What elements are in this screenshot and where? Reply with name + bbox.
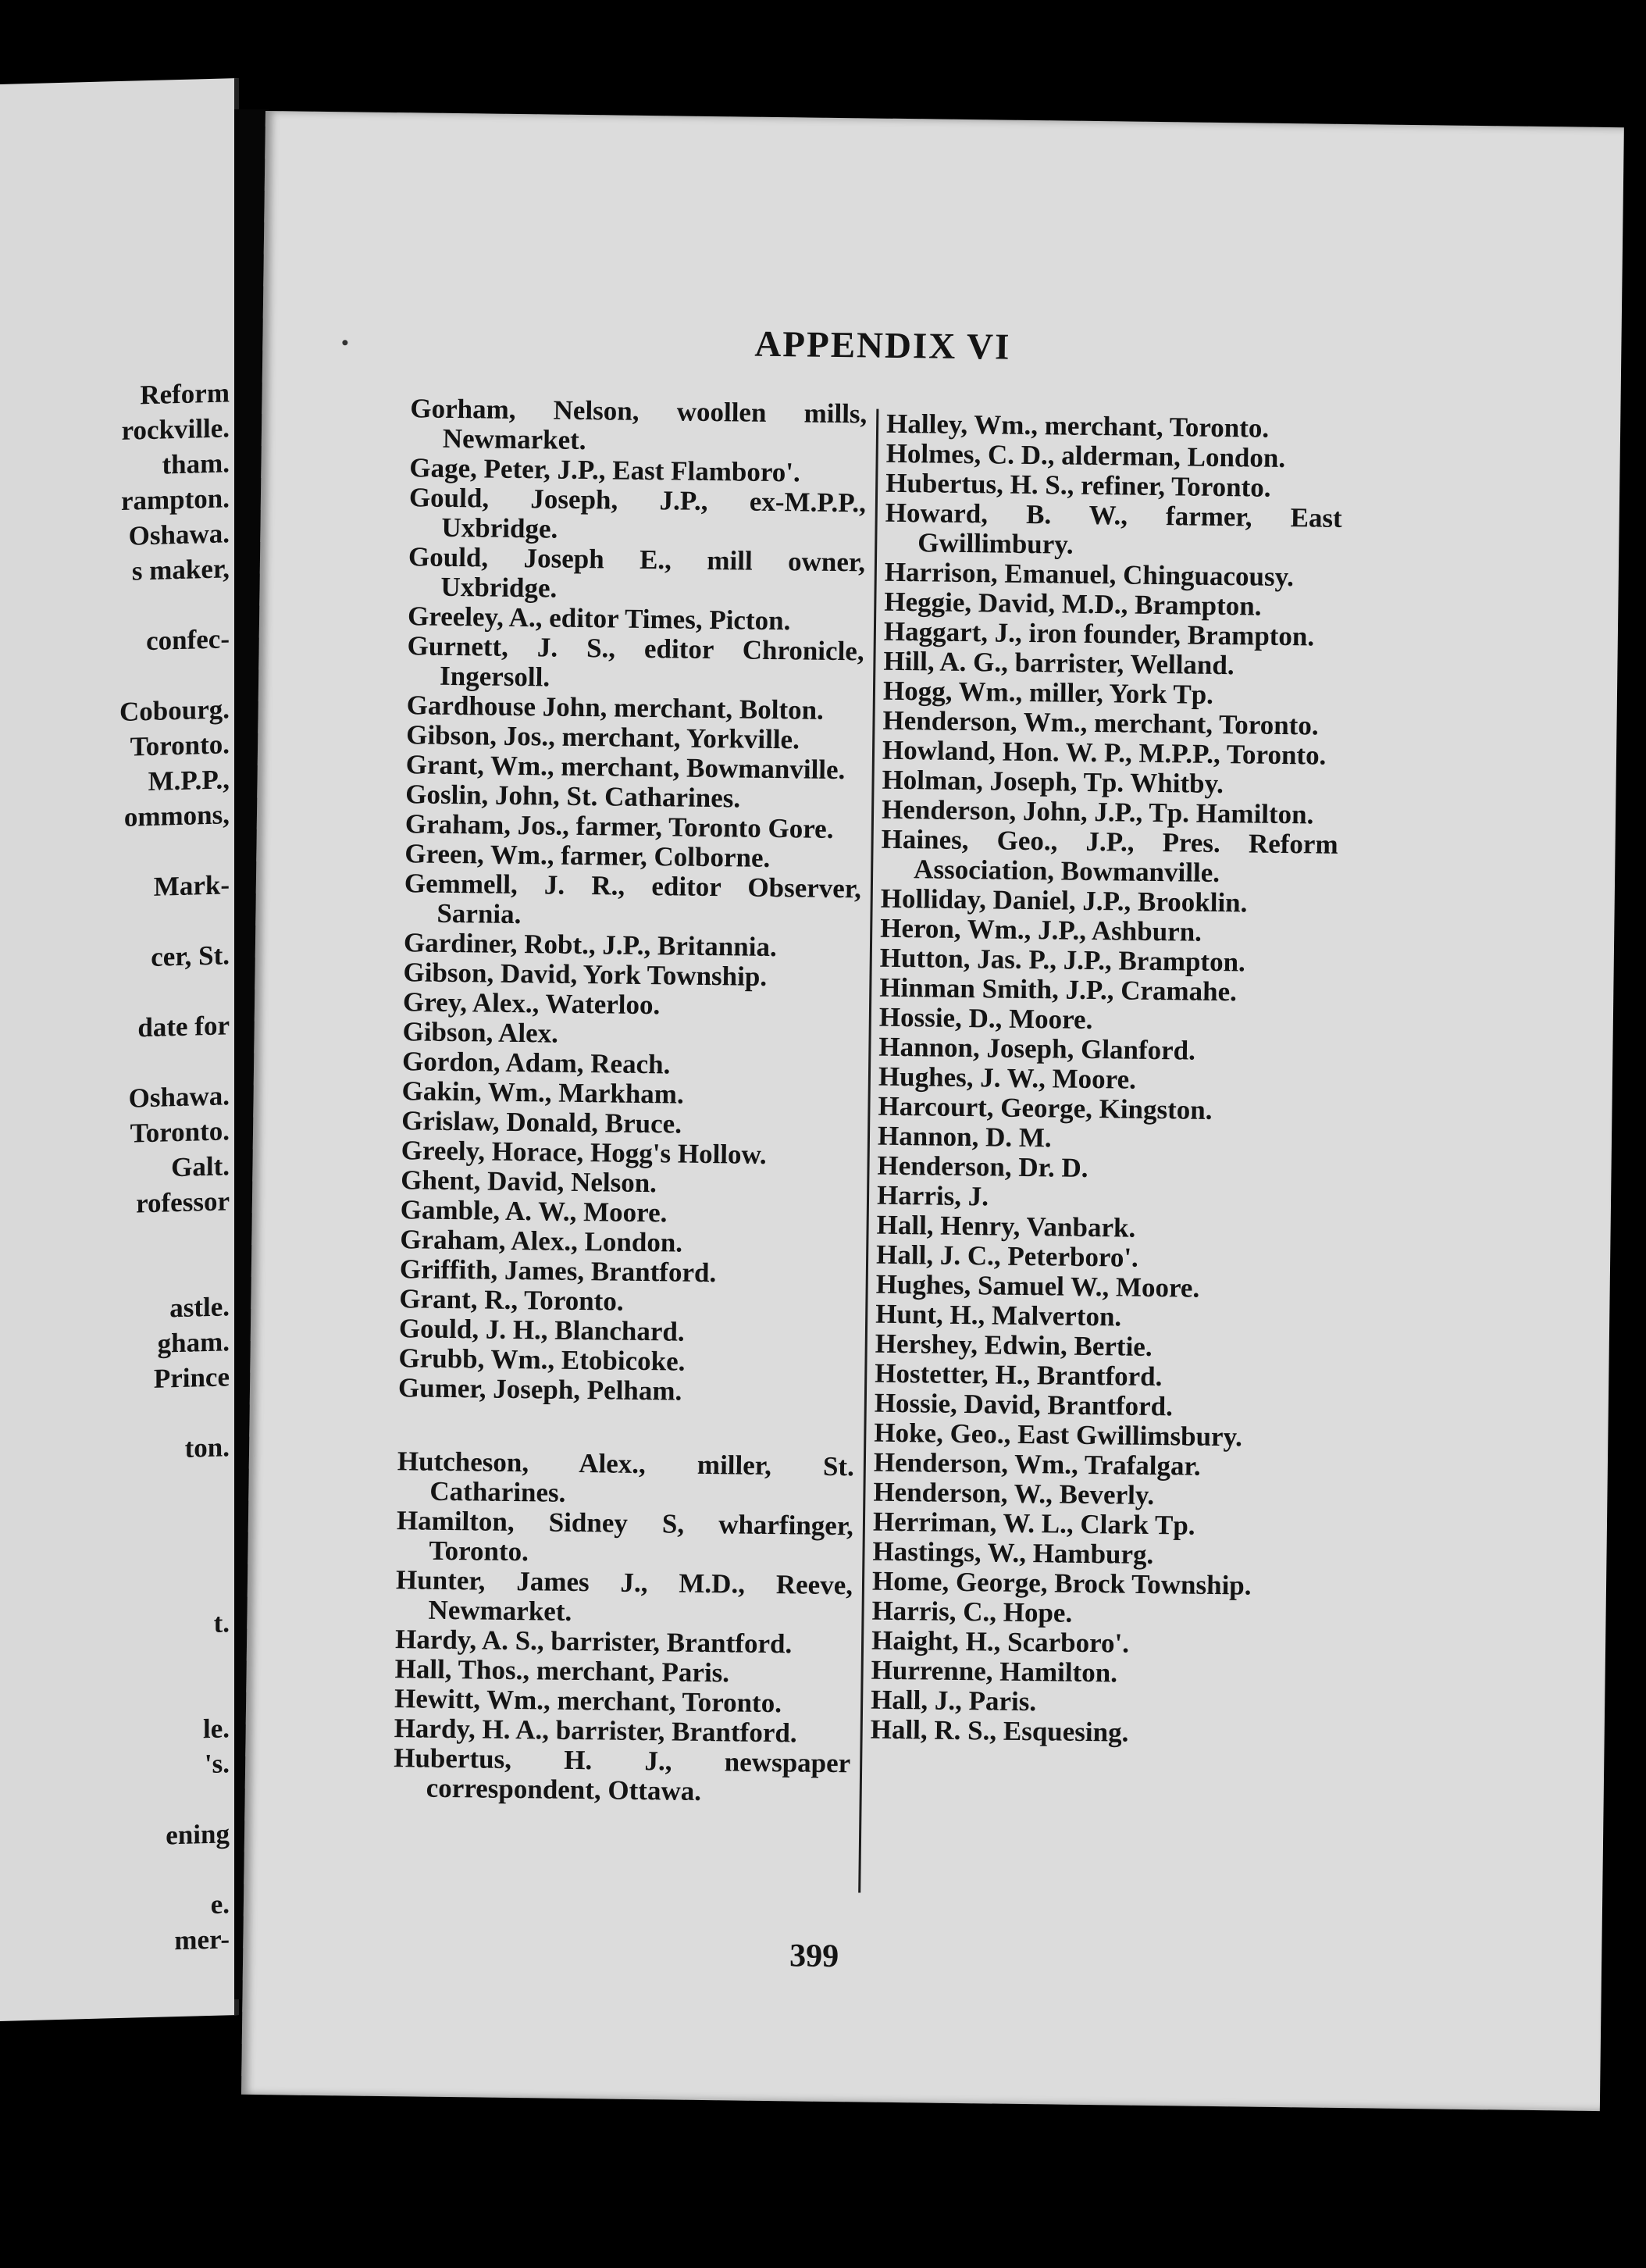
directory-entry: Hewitt, Wm., merchant, Toronto.: [394, 1683, 782, 1719]
left-page-line: rockville.: [121, 412, 230, 446]
left-page-line: tham.: [162, 448, 230, 480]
blank-line: [11, 1500, 230, 1540]
directory-entry: Hutton, Jas. P., J.P., Brampton.: [879, 942, 1246, 978]
blank-line: [11, 1253, 230, 1294]
blank-line: [11, 1640, 230, 1681]
left-page-line: Galt.: [171, 1150, 230, 1183]
blank-line: [11, 1218, 230, 1259]
directory-entry: Graham, Jos., farmer, Toronto Gore.: [404, 808, 834, 844]
directory-entry: Gibson, Alex.: [402, 1016, 559, 1049]
left-page-line: Toronto.: [130, 729, 230, 762]
directory-entry: Goslin, John, St. Catharines.: [405, 779, 741, 814]
blank-line: [11, 586, 230, 626]
directory-entry: Hall, J. C., Peterboro'.: [875, 1239, 1139, 1273]
directory-entry: Harris, J.: [876, 1179, 989, 1212]
directory-entry: Gamble, A. W., Moore.: [400, 1194, 668, 1228]
directory-entry: Harcourt, George, Kingston.: [878, 1090, 1213, 1125]
directory-entry: Gorham, Nelson, woollen mills, Newmarket.: [410, 393, 868, 456]
directory-entry: Hinman Smith, J.P., Cramahe.: [879, 972, 1238, 1007]
left-page-line: Cobourg.: [119, 694, 230, 728]
directory-entry: Hamilton, Sidney S, wharfinger, Toronto.: [396, 1505, 854, 1567]
blank-line: [11, 1464, 230, 1505]
blank-line: [11, 656, 230, 697]
page-title: APPENDIX VI: [754, 323, 1011, 368]
directory-entry: Gage, Peter, J.P., East Flamboro'.: [409, 452, 800, 488]
directory-entry: Holmes, C. D., alderman, London.: [885, 437, 1286, 473]
blank-line: [11, 1394, 230, 1435]
directory-entry: Hardy, H. A., barrister, Brantford.: [394, 1713, 797, 1749]
blank-line: [11, 1570, 230, 1610]
left-page-line: mer-: [174, 1924, 230, 1956]
directory-entry: Grubb, Wm., Etobicoke.: [398, 1343, 686, 1377]
left-page-line: Prince: [153, 1361, 230, 1394]
directory-entry: Graham, Alex., London.: [400, 1224, 683, 1258]
left-page-line: M.P.P.,: [148, 764, 230, 797]
directory-entry: Henderson, Wm., Trafalgar.: [873, 1446, 1201, 1482]
directory-entry: Harrison, Emanuel, Chinguacousy.: [884, 556, 1295, 593]
directory-entry: Hardy, A. S., barrister, Brantford.: [394, 1624, 793, 1660]
directory-entry: Heggie, David, M.D., Brampton.: [884, 586, 1262, 622]
directory-entry: Herriman, W. L., Clark Tp.: [872, 1506, 1195, 1541]
blank-line: [11, 1043, 230, 1083]
directory-entry: Grant, Wm., merchant, Bowmanville.: [405, 749, 846, 786]
directory-entry: Hall, Henry, Vanbark.: [876, 1209, 1136, 1243]
directory-entry: Gurnett, J. S., editor Chronicle, Ingersoll.: [407, 630, 864, 693]
directory-entry: Hutcheson, Alex., miller, St. Catharines.: [397, 1446, 855, 1508]
directory-entry: Henderson, W., Beverly.: [873, 1476, 1155, 1511]
left-page-line: Mark-: [153, 869, 230, 902]
directory-entry: Ghent, David, Nelson.: [401, 1164, 657, 1199]
directory-entry: Greeley, A., editor Times, Picton.: [407, 601, 791, 637]
main-page: [241, 111, 1624, 2111]
directory-entry: Henderson, Dr. D.: [877, 1150, 1088, 1183]
left-page-line: t.: [213, 1607, 230, 1639]
left-page-line: rampton.: [120, 483, 230, 516]
left-page-line: s maker,: [131, 553, 230, 587]
left-page-line: gham.: [157, 1326, 230, 1359]
directory-entry: Gardiner, Robt., J.P., Britannia.: [403, 927, 777, 963]
directory-entry: Holman, Joseph, Tp. Whitby.: [882, 764, 1224, 800]
directory-entry: Grant, R., Toronto.: [399, 1283, 624, 1317]
directory-entry: Holliday, Daniel, J.P., Brooklin.: [880, 883, 1248, 918]
directory-entry: Halley, Wm., merchant, Toronto.: [885, 408, 1270, 444]
left-page-line: ening: [166, 1818, 230, 1851]
directory-entry: Hall, J., Paris.: [870, 1684, 1037, 1717]
directory-entry: Hubertus, H. S., refiner, Toronto.: [885, 467, 1271, 503]
directory-entry: Hannon, Joseph, Glanford.: [878, 1031, 1196, 1066]
left-page-line: astle.: [169, 1291, 230, 1324]
directory-entry: Hughes, J. W., Moore.: [878, 1061, 1137, 1095]
directory-entry: Hughes, Samuel W., Moore.: [875, 1268, 1200, 1303]
left-page-line: Reform: [140, 377, 230, 411]
directory-entry: Gould, Joseph, J.P., ex-M.P.P., Uxbridge.: [408, 482, 867, 544]
directory-entry: Gemmell, J. R., editor Observer, Sarnia.: [404, 868, 862, 930]
blank-line: [11, 902, 230, 943]
directory-entry: Hill, A. G., barrister, Welland.: [883, 645, 1234, 681]
directory-entry: Home, George, Brock Township.: [871, 1565, 1252, 1601]
left-column-list: [394, 394, 868, 1808]
left-page-line: cer, St.: [151, 940, 230, 972]
directory-entry: Hostetter, H., Brantford.: [875, 1357, 1163, 1393]
directory-entry: Haggart, J., iron founder, Brampton.: [883, 615, 1315, 652]
directory-entry: Hall, Thos., merchant, Paris.: [394, 1653, 730, 1689]
directory-entry: Gould, J. H., Blanchard.: [398, 1313, 685, 1347]
directory-entry: Hogg, Wm., miller, York Tp.: [882, 675, 1214, 710]
directory-entry: Howland, Hon. W. P., M.P.P., Toronto.: [882, 734, 1327, 771]
left-page-line: date for: [137, 1010, 230, 1043]
left-page-line: e.: [210, 1888, 230, 1920]
directory-entry: Henderson, John, J.P., Tp. Hamilton.: [881, 793, 1314, 830]
directory-entry: Hannon, D. M.: [877, 1120, 1052, 1154]
left-page-line: Toronto.: [130, 1115, 230, 1149]
left-page-line: 's.: [204, 1748, 230, 1780]
directory-entry: Hossie, D., Moore.: [878, 1001, 1093, 1036]
directory-entry: Harris, C., Hope.: [871, 1595, 1073, 1628]
directory-entry: Haines, Geo., J.P., Pres. Reform Association, Bowmanville.: [881, 823, 1338, 889]
left-page-line: Oshawa.: [128, 518, 230, 551]
left-page-line: rofessor: [136, 1186, 230, 1219]
directory-entry: Hoke, Geo., East Gwillimsbury.: [874, 1417, 1243, 1453]
blank-line: [11, 1781, 230, 1821]
print-speck: [342, 340, 347, 345]
directory-entry: Hossie, David, Brantford.: [874, 1387, 1174, 1422]
left-page-line: confec-: [146, 623, 230, 657]
directory-entry: Gibson, Jos., merchant, Yorkville.: [406, 719, 800, 755]
directory-entry: Gakin, Wm., Markham.: [401, 1075, 684, 1110]
directory-entry: Grislaw, Donald, Bruce.: [401, 1105, 682, 1139]
directory-entry: Hall, R. S., Esquesing.: [870, 1713, 1129, 1748]
directory-entry: Haight, H., Scarboro'.: [871, 1624, 1130, 1659]
directory-entry: Hurrenne, Hamilton.: [871, 1654, 1118, 1689]
directory-entry: Howard, B. W., farmer, East Gwillimbury.: [885, 497, 1342, 560]
left-facing-page: [0, 78, 239, 2021]
directory-entry: Griffith, James, Brantford.: [399, 1253, 717, 1289]
directory-entry: Hastings, W., Hamburg.: [872, 1535, 1154, 1571]
directory-entry: Hubertus, H. J., newspaper correspondent, Ottawa.: [394, 1742, 851, 1806]
blank-line: [397, 1403, 855, 1452]
directory-entry: Henderson, Wm., merchant, Toronto.: [882, 704, 1319, 741]
directory-entry: Heron, Wm., J.P., Ashburn.: [880, 912, 1202, 947]
directory-entry: Green, Wm., farmer, Colborne.: [404, 838, 771, 873]
right-column-list: [871, 409, 1344, 1750]
blank-line: [11, 1675, 230, 1716]
directory-entry: Grey, Alex., Waterloo.: [402, 986, 661, 1021]
left-page-line: Oshawa.: [128, 1080, 230, 1114]
directory-entry: Hunter, James J., M.D., Reeve, Newmarket.: [395, 1564, 853, 1627]
blank-line: [11, 832, 230, 872]
directory-entry: Hershey, Edwin, Bertie.: [875, 1328, 1153, 1362]
blank-line: [11, 1851, 230, 1892]
directory-entry: Gordon, Adam, Reach.: [401, 1046, 671, 1080]
directory-entry: Hunt, H., Malverton.: [875, 1298, 1122, 1332]
directory-entry: Gibson, David, York Township.: [403, 957, 768, 992]
left-page-line: le.: [202, 1713, 230, 1745]
left-page-text: [11, 375, 230, 1962]
directory-entry: Greely, Horace, Hogg's Hollow.: [401, 1135, 767, 1170]
left-page-line: ommons,: [123, 799, 230, 833]
page-number: 399: [789, 1938, 839, 1975]
directory-entry: Gardhouse John, merchant, Bolton.: [406, 690, 825, 726]
left-page-line: ton.: [184, 1432, 230, 1464]
blank-line: [11, 972, 230, 1013]
blank-line: [11, 1535, 230, 1575]
directory-entry: Gould, Joseph E., mill owner, Uxbridge.: [408, 541, 866, 604]
directory-entry: Gumer, Joseph, Pelham.: [397, 1372, 682, 1407]
